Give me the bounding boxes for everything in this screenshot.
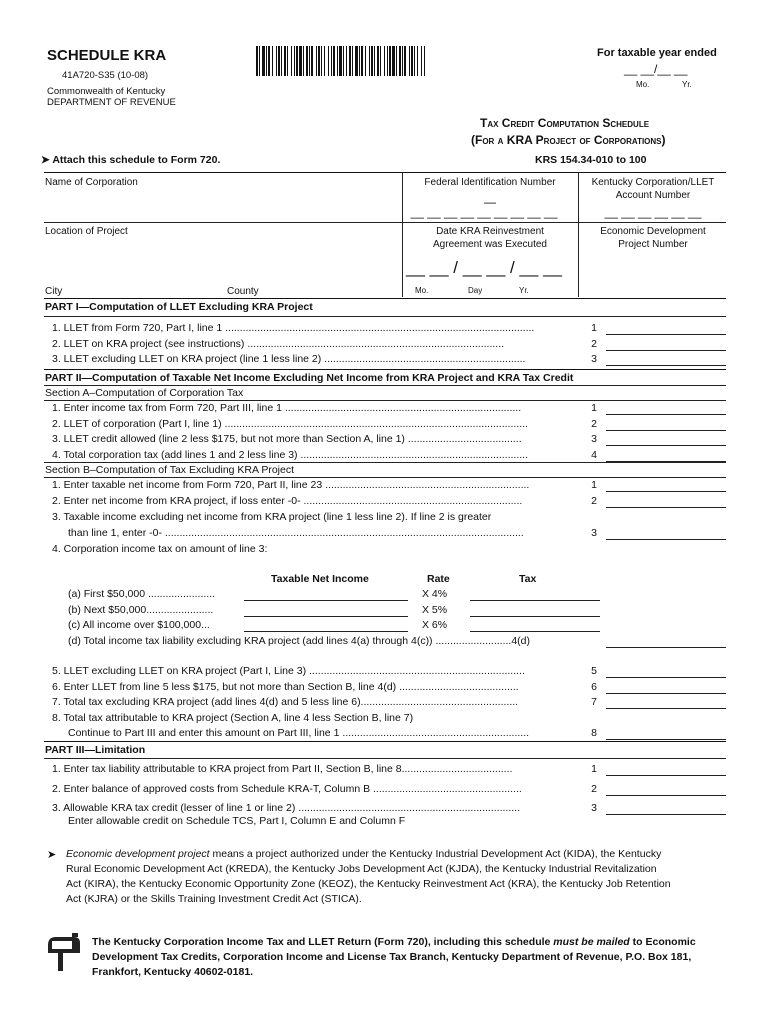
part3-line-2-answer-field[interactable] bbox=[606, 795, 726, 796]
part1-line-2-text: 2. LLET on KRA project (see instructions) ........................................................................................ bbox=[52, 337, 505, 350]
b8-text-2: Continue to Part III and enter this amount on Part III, line 1 ................................................................ bbox=[68, 727, 530, 739]
section-b-line-5-text: 5. LLET excluding LLET on KRA project (Part I, Line 3) .......................................................................... bbox=[52, 665, 525, 677]
note-line-1: Economic development project means a project authorized under the Kentucky Industrial Development Act (KIDA), the Kentucky bbox=[66, 848, 662, 860]
econ-label-2: Project Number bbox=[618, 239, 688, 250]
section-a-line-2-number: 2 bbox=[591, 417, 597, 430]
part3-heading: PART III—Limitation bbox=[45, 744, 146, 756]
b8-answer-field[interactable] bbox=[606, 739, 726, 740]
date-mo-label: Mo. bbox=[415, 286, 429, 295]
section-a-line-1-answer-field[interactable] bbox=[606, 414, 726, 415]
part1-line-1-answer-field[interactable] bbox=[606, 334, 726, 335]
section-a-line-3-text: 3. LLET credit allowed (line 2 less $175, but not more than Section A, line 1) ....................................... bbox=[52, 433, 522, 445]
yr-label: Yr. bbox=[682, 80, 692, 89]
fein-field[interactable]: __ __ __ __ __ __ __ __ __ bbox=[410, 205, 558, 219]
part1-line-3-number: 3 bbox=[591, 353, 597, 365]
econ-label-1: Economic Development bbox=[600, 226, 706, 237]
ky-llet-label-2: Account Number bbox=[615, 190, 691, 201]
section-b-line-7-answer-field[interactable] bbox=[606, 708, 726, 709]
section-b-line-1-number: 1 bbox=[591, 479, 597, 491]
col-tax: Tax bbox=[519, 573, 537, 585]
ky-llet-label-1: Kentucky Corporation/LLET bbox=[591, 177, 715, 188]
mailing-line-2: Development Tax Credits, Corporation Income and License Tax Branch, Kentucky Department of Revenue, P.O. Box 181, bbox=[92, 951, 692, 963]
section-b-line-1-text: 1. Enter taxable net income from Form 720, Part II, line 23 ...................................................................... bbox=[52, 479, 530, 491]
part1-line-2-answer-field[interactable] bbox=[606, 350, 726, 351]
section-b-line-1-answer-field[interactable] bbox=[606, 491, 726, 492]
part1-line-3-answer-field[interactable] bbox=[606, 365, 726, 366]
schedule-title: SCHEDULE KRA bbox=[47, 47, 167, 64]
part3-line-2-number: 2 bbox=[591, 782, 597, 795]
p3-l3-subtext: Enter allowable credit on Schedule TCS, Part I, Column E and Column F bbox=[68, 815, 406, 827]
part3-line-1-answer-field[interactable] bbox=[606, 775, 726, 776]
part3-line-2-text: 2. Enter balance of approved costs from Schedule KRA-T, Column B ................................................... bbox=[52, 782, 522, 795]
section-a-line-4-text: 4. Total corporation tax (add lines 1 and 2 less line 3) .............................................................................. bbox=[52, 448, 528, 461]
section-a-heading: Section A–Computation of Corporation Tax bbox=[45, 387, 244, 399]
b4-text: 4. Corporation income tax on amount of line 3: bbox=[52, 543, 268, 555]
bracket-0-income-field[interactable] bbox=[244, 600, 408, 601]
section-a-line-1-number: 1 bbox=[591, 402, 597, 414]
date-kra-label-2: Agreement was Executed bbox=[433, 239, 547, 250]
date-yr-label: Yr. bbox=[519, 286, 529, 295]
section-a-line-3-number: 3 bbox=[591, 433, 597, 445]
section-b-line-6-number: 6 bbox=[591, 680, 597, 693]
city-label: City bbox=[45, 286, 63, 297]
note-line-2: Rural Economic Development Act (KREDA), the Kentucky Jobs Development Act (KJDA), the Kentucky Industrial Revitalization bbox=[66, 863, 657, 875]
b3-text-2: than line 1, enter -0- ........................................................................................................................... bbox=[68, 527, 524, 539]
bracket-0-rate: X 4% bbox=[422, 588, 448, 600]
mailbox-icon bbox=[44, 933, 82, 973]
section-b-line-7-text: 7. Total tax excluding KRA project (add lines 4(d) and 5 less line 6)...................................................... bbox=[52, 696, 519, 708]
bracket-0-label: (a) First $50,000 ....................... bbox=[68, 588, 216, 600]
section-b-line-5-answer-field[interactable] bbox=[606, 677, 726, 678]
agency-line-2: DEPARTMENT OF REVENUE bbox=[47, 97, 176, 108]
col-rate: Rate bbox=[427, 573, 450, 585]
schedule-subtitle-2: (For a KRA Project of Corporations) bbox=[471, 133, 666, 147]
bracket-2-rate: X 6% bbox=[422, 619, 448, 631]
part3-line-3-number: 3 bbox=[591, 802, 597, 814]
ky-llet-field[interactable]: __ __ __ __ __ __ bbox=[604, 205, 702, 219]
taxable-year-blank[interactable]: __ __/__ __ bbox=[624, 62, 688, 76]
krs-reference: KRS 154.34-010 to 100 bbox=[535, 154, 647, 166]
section-a-line-2-text: 2. LLET of corporation (Part I, line 1) ........................................................................................................ bbox=[52, 417, 528, 430]
section-b-line-2-text: 2. Enter net income from KRA project, if loss enter -0- ........................................................................... bbox=[52, 495, 523, 507]
section-b-line-6-text: 6. Enter LLET from line 5 less $175, but not more than Section B, line 4(d) ......................................... bbox=[52, 680, 519, 693]
mailing-line-1: The Kentucky Corporation Income Tax and LLET Return (Form 720), including this schedule must be mailed to Economic bbox=[92, 936, 696, 948]
form-code: 41A720-S35 (10-08) bbox=[62, 70, 149, 81]
barcode-icon bbox=[256, 46, 428, 76]
schedule-subtitle-1: Tax Credit Computation Schedule bbox=[480, 116, 650, 130]
bracket-1-label: (b) Next $50,000....................... bbox=[68, 603, 214, 616]
section-b-line-7-number: 7 bbox=[591, 696, 597, 708]
bracket-1-tax-field[interactable] bbox=[470, 616, 600, 617]
b4d-answer-field[interactable] bbox=[606, 647, 726, 648]
date-day-label: Day bbox=[468, 286, 483, 295]
section-a-line-4-number: 4 bbox=[591, 448, 597, 461]
b3-number: 3 bbox=[591, 527, 597, 539]
bracket-2-income-field[interactable] bbox=[244, 631, 408, 632]
bracket-1-rate: X 5% bbox=[422, 603, 448, 616]
section-b-line-6-answer-field[interactable] bbox=[606, 693, 726, 694]
section-b-line-2-number: 2 bbox=[591, 495, 597, 507]
b8-number: 8 bbox=[591, 727, 597, 739]
part1-line-3-text: 3. LLET excluding LLET on KRA project (line 1 less line 2) ..................................................................... bbox=[52, 353, 526, 365]
date-kra-field[interactable]: __ __ / __ __ / __ __ bbox=[406, 258, 562, 277]
bracket-2-tax-field[interactable] bbox=[470, 631, 600, 632]
b4d-text: (d) Total income tax liability excluding KRA project (add lines 4(a) through 4(c)) ..........................4(d) bbox=[68, 635, 530, 647]
part2-heading: PART II—Computation of Taxable Net Income Excluding Net Income from KRA Project and KRA Tax Credit bbox=[45, 372, 574, 384]
part3-line-1-number: 1 bbox=[591, 763, 597, 775]
part1-line-1-number: 1 bbox=[591, 322, 597, 334]
section-b-line-2-answer-field[interactable] bbox=[606, 507, 726, 508]
part3-line-1-text: 1. Enter tax liability attributable to KRA project from Part II, Section B, line 8...................................... bbox=[52, 763, 513, 775]
county-label: County bbox=[227, 286, 259, 297]
bracket-1-income-field[interactable] bbox=[244, 616, 408, 617]
part1-line-2-number: 2 bbox=[591, 337, 597, 350]
part1-heading: PART I—Computation of LLET Excluding KRA Project bbox=[45, 301, 313, 313]
section-a-line-2-answer-field[interactable] bbox=[606, 430, 726, 431]
section-a-line-1-text: 1. Enter income tax from Form 720, Part III, line 1 ................................................................................. bbox=[52, 402, 522, 414]
part3-line-3-answer-field[interactable] bbox=[606, 814, 726, 815]
b3-text-1: 3. Taxable income excluding net income from KRA project (line 1 less line 2). If line 2 is greater bbox=[52, 511, 492, 523]
date-kra-label-1: Date KRA Reinvestment bbox=[436, 226, 544, 237]
agency-line-1: Commonwealth of Kentucky bbox=[47, 86, 166, 97]
bracket-0-tax-field[interactable] bbox=[470, 600, 600, 601]
col-taxable-net-income: Taxable Net Income bbox=[271, 573, 369, 585]
section-b-heading: Section B–Computation of Tax Excluding KRA Project bbox=[45, 464, 295, 476]
b3-answer-field[interactable] bbox=[606, 539, 726, 540]
section-b-line-5-number: 5 bbox=[591, 665, 597, 677]
mailing-line-3: Frankfort, Kentucky 40602-0181. bbox=[92, 966, 254, 978]
fein-dash: — bbox=[484, 195, 496, 209]
part1-line-1-text: 1. LLET from Form 720, Part I, line 1 .......................................................................................................... bbox=[52, 322, 535, 334]
section-a-line-3-answer-field[interactable] bbox=[606, 445, 726, 446]
bracket-2-label: (c) All income over $100,000... bbox=[68, 619, 210, 631]
fein-label: Federal Identification Number bbox=[424, 177, 556, 188]
taxable-year-label: For taxable year ended bbox=[597, 47, 717, 59]
mo-label: Mo. bbox=[636, 80, 650, 89]
note-line-3: Act (KIRA), the Kentucky Economic Opportunity Zone (KEOZ), the Kentucky Reinvestment Act (KRA), the Kentucky Job Retention bbox=[66, 878, 671, 890]
b8-text-1: 8. Total tax attributable to KRA project (Section A, line 4 less Section B, line 7) bbox=[52, 712, 414, 724]
note-line-4: Act (KJRA) or the Skills Training Investment Credit Act (STICA). bbox=[66, 893, 362, 905]
name-of-corporation-label: Name of Corporation bbox=[45, 177, 138, 188]
location-of-project-label: Location of Project bbox=[45, 226, 128, 237]
note-arrow: ➤ bbox=[47, 849, 57, 861]
attach-instruction: ➤ Attach this schedule to Form 720. bbox=[41, 154, 221, 166]
part3-line-3-text: 3. Allowable KRA tax credit (lesser of line 1 or line 2) ............................................................................ bbox=[52, 802, 520, 814]
